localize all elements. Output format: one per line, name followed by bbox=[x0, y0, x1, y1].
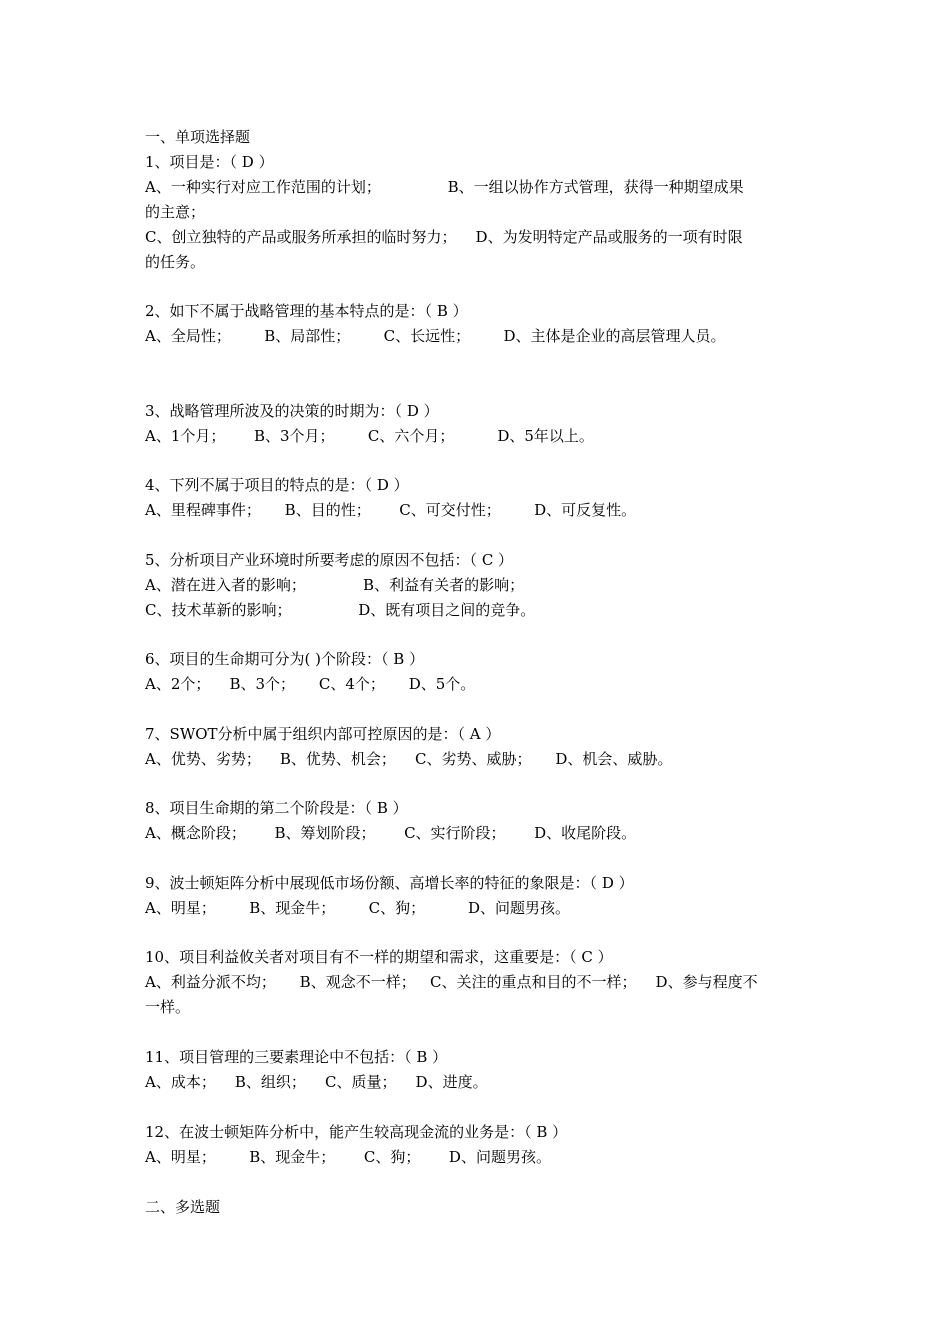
question-text: 9、波士顿矩阵分析中展现低市场份额、高增长率的特征的象限是：（ D ） bbox=[145, 874, 634, 892]
question-text: 4、下列不属于项目的特点的是：（ D ） bbox=[145, 476, 409, 494]
question-text: 2、如下不属于战略管理的基本特点的是：（ B ） bbox=[145, 302, 468, 320]
question-text: 1、项目是：（ D ） bbox=[145, 153, 274, 171]
option-line: A、一种实行对应工作范围的计划； B、一组以协作方式管理，获得一种期望成果 bbox=[145, 178, 744, 196]
question-text: 5、分析项目产业环境时所要考虑的原因不包括：（ C ） bbox=[145, 551, 514, 569]
option-line: A、明星； B、现金牛； C、狗； D、问题男孩。 bbox=[145, 1148, 551, 1166]
option-line: 的主意； bbox=[145, 203, 206, 221]
option-line: A、全局性； B、局部性； C、长远性； D、主体是企业的高层管理人员。 bbox=[145, 327, 726, 345]
question-text: 6、项目的生命期可分为( )个阶段：（ B ） bbox=[145, 650, 425, 668]
option-line: A、潜在进入者的影响； B、利益有关者的影响； bbox=[145, 576, 525, 594]
question-text: 12、在波士顿矩阵分析中，能产生较高现金流的业务是：（ B ） bbox=[145, 1123, 568, 1141]
question-text: 10、项目利益攸关者对项目有不一样的期望和需求，这重要是：（ C ） bbox=[145, 948, 613, 966]
question-text: 3、战略管理所波及的决策的时期为：（ D ） bbox=[145, 402, 439, 420]
option-line: 的任务。 bbox=[145, 253, 206, 271]
option-line: C、创立独特的产品或服务所承担的临时努力； D、为发明特定产品或服务的一项有时限 bbox=[145, 228, 743, 246]
question-text: 7、SWOT分析中属于组织内部可控原因的是：（ A ） bbox=[145, 725, 501, 743]
option-line: A、优势、劣势； B、优势、机会； C、劣势、威胁； D、机会、威胁。 bbox=[145, 750, 673, 768]
option-line: A、2个； B、3个； C、4个； D、5个。 bbox=[145, 675, 476, 693]
option-line: C、技术革新的影响； D、既有项目之间的竞争。 bbox=[145, 601, 536, 619]
option-line: A、明星； B、现金牛； C、狗； D、问题男孩。 bbox=[145, 899, 571, 917]
option-line: 一样。 bbox=[145, 998, 191, 1016]
section-title: 二、多选题 bbox=[145, 1198, 221, 1216]
option-line: A、里程碑事件； B、目的性； C、可交付性； D、可反复性。 bbox=[145, 501, 637, 519]
option-line: A、成本； B、组织； C、质量； D、进度。 bbox=[145, 1073, 488, 1091]
section-title: 一、单项选择题 bbox=[145, 128, 251, 146]
option-line: A、概念阶段； B、筹划阶段； C、实行阶段； D、收尾阶段。 bbox=[145, 824, 637, 842]
question-text: 11、项目管理的三要素理论中不包括：（ B ） bbox=[145, 1048, 448, 1066]
question-text: 8、项目生命期的第二个阶段是：（ B ） bbox=[145, 799, 408, 817]
option-line: A、利益分派不均； B、观念不一样； C、关注的重点和目的不一样； D、参与程度不 bbox=[145, 973, 758, 991]
option-line: A、1个月； B、3个月； C、六个月； D、5年以上。 bbox=[145, 427, 594, 445]
